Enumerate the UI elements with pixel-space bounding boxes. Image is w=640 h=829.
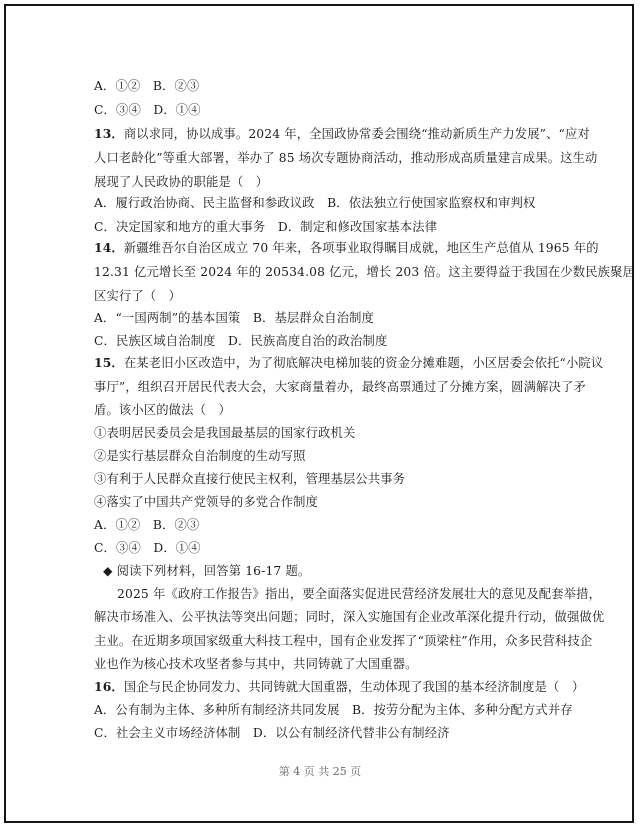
q14-stem-line2: 12.31 亿元增长至 2024 年的 20534.08 亿元，增长 203 倍。这主要得益于我国在少数民族聚居 — [94, 265, 636, 279]
q14-options-cd: C．民族区域自治制度 D．民族高度自治的政治制度 — [94, 334, 388, 348]
q13-options-cd: C．决定国家和地方的重大事务 D．制定和修改国家基本法律 — [94, 220, 438, 234]
q14-stem-line1: 14．新疆维吾尔自治区成立 70 年来，各项事业取得瞩目成就，地区生产总值从 1965 年的 — [94, 240, 599, 255]
q14-number: 14． — [94, 240, 124, 255]
material-para-line3: 主业。在近期多项国家级重大科技工程中，国有企业发挥了“顶梁柱”作用，众多民营科技企 — [94, 634, 593, 648]
q15-stem-line3: 盾。该小区的做法（ ） — [94, 403, 231, 417]
q13-stem-line2: 人口老龄化”等重大部署，举办了 85 场次专题协商活动，推动形成高质量建言成果。这生动 — [94, 151, 598, 165]
material-para-line2: 解决市场准入、公平执法等突出问题；同时，深入实施国有企业改革深化提升行动，做强做优 — [94, 610, 605, 624]
q13-stem-line3: 展现了人民政协的职能是（ ） — [94, 175, 269, 189]
q14-stem-line3: 区实行了（ ） — [94, 289, 182, 303]
q16-options-ab: A．公有制为主体、多种所有制经济共同发展 B．按劳分配为主体、多种分配方式并存 — [94, 703, 573, 717]
q13-options-ab: A．履行政治协商、民主监督和参政议政 B．依法独立行使国家监察权和审判权 — [94, 196, 536, 210]
q12-options-ab: A．①② B．②③ — [94, 79, 200, 93]
q15-statement-1: ①表明居民委员会是我国最基层的国家行政机关 — [94, 426, 356, 440]
material-instruction: ◆ 阅读下列材料，回答第 16-17 题。 — [103, 564, 311, 578]
q15-options-ab: A．①② B．②③ — [94, 518, 200, 532]
q15-stem-line2: 事厅”，组织召开居民代表大会，大家商量着办，最终高票通过了分摊方案，圆满解决了矛 — [94, 380, 586, 394]
material-para-line4: 业也作为核心技术攻坚者参与其中，共同铸就了大国重器。 — [94, 657, 418, 671]
q16-options-cd: C．社会主义市场经济体制 D．以公有制经济代替非公有制经济 — [94, 726, 450, 740]
page-number-footer: 第 4 页 共 25 页 — [278, 765, 362, 778]
q15-options-cd: C．③④ D．①④ — [94, 541, 201, 555]
q15-statement-2: ②是实行基层群众自治制度的生动写照 — [94, 449, 306, 463]
q16-stem: 16．国企与民企协同发力、共同铸就大国重器，生动体现了我国的基本经济制度是（ ） — [94, 679, 585, 694]
q13-stem-line1: 13．商以求同，协以成事。2024 年，全国政协常委会围绕“推动新质生产力发展”、“应对 — [94, 126, 590, 141]
material-para-line1: 2025 年《政府工作报告》指出，要全面落实促进民营经济发展壮大的意见及配套举措， — [117, 587, 602, 601]
q14-options-ab: A．“一国两制”的基本国策 B．基层群众自治制度 — [94, 311, 375, 325]
q12-options-cd: C．③④ D．①④ — [94, 103, 201, 117]
q15-statement-3: ③有利于人民群众直接行使民主权利，管理基层公共事务 — [94, 472, 406, 486]
q16-number: 16． — [94, 679, 124, 694]
q13-number: 13． — [94, 126, 124, 141]
q15-statement-4: ④落实了中国共产党领导的多党合作制度 — [94, 495, 319, 509]
q15-number: 15． — [94, 355, 124, 370]
q15-stem-line1: 15．在某老旧小区改造中，为了彻底解决电梯加装的资金分摊难题，小区居委会依托“小院议 — [94, 355, 604, 370]
